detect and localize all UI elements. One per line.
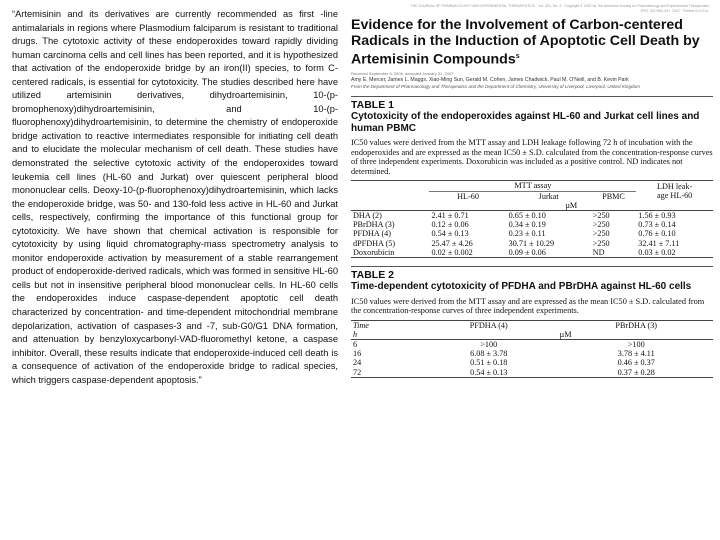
table-1-cell-jurkat: 0.23 ± 0.11 bbox=[508, 229, 546, 239]
table-row bbox=[351, 220, 713, 229]
table-1-cell-ldh: 32.41 ± 7.11 bbox=[638, 238, 680, 248]
table-1-cell-jurkat: 0.65 ± 0.10 bbox=[508, 210, 546, 220]
table-1-cell-pbmc: >250 bbox=[592, 210, 610, 220]
table-2-label: TABLE 2 bbox=[351, 268, 394, 281]
table-2-cell-pbrdha: 0.37 ± 0.28 bbox=[617, 367, 655, 377]
table-row bbox=[351, 229, 713, 238]
table-2-caption: IC50 values were derived from the MTT assay and are expressed as the mean IC50 ± S.D. calculated from the concentration-response curves of three independent experiments. bbox=[351, 296, 705, 316]
table-1-cell-jurkat: 30.71 ± 10.29 bbox=[508, 238, 555, 248]
table-1-cell-ldh: 0.73 ± 0.14 bbox=[638, 220, 676, 230]
table-1-cell-ldh: 0.76 ± 0.10 bbox=[638, 229, 676, 239]
table-1-cell-hl60: 0.12 ± 0.06 bbox=[431, 220, 469, 230]
table-1-cell-hl60: 0.54 ± 0.13 bbox=[431, 229, 469, 239]
table-row bbox=[351, 248, 713, 258]
table-row bbox=[351, 210, 713, 220]
table-2-cell-time: 24 bbox=[353, 358, 362, 368]
journal-line-2: JPET 321:509–517, 2007 · Printed in U.S.A. bbox=[640, 9, 709, 13]
author-list: Amy E. Mercer, James L. Maggs, Xiao-Ming Sun, Gerald M. Cohen, James Chadwick, Paul M. O'Neill, and B. Kevin Park bbox=[351, 76, 629, 83]
table-1-cell-ldh: 1.56 ± 0.93 bbox=[638, 210, 676, 220]
paper-title-text: Evidence for the Involvement of Carbon-centered Radicals in the Induction of Apoptotic Cell Death by Artemisinin Compounds bbox=[351, 17, 700, 68]
table-1-col-jurkat: Jurkat bbox=[538, 191, 559, 201]
table-1-cell-compound: dPFDHA (5) bbox=[353, 238, 396, 248]
table-row bbox=[351, 349, 713, 358]
table-2-title: Time-dependent cytotoxicity of PFDHA and PBrDHA against HL-60 cells bbox=[351, 280, 692, 292]
table-1-cell-compound: DHA (2) bbox=[353, 210, 382, 220]
table-1-cell-compound: PFDHA (4) bbox=[353, 229, 391, 239]
table-2-col-pbrdha: PBrDHA (3) bbox=[615, 320, 658, 330]
received-line: Received September 5, 2006; accepted January 31, 2007 bbox=[351, 70, 454, 76]
abstract-quote bbox=[12, 8, 338, 387]
table-2-col-time: Time bbox=[353, 320, 369, 330]
paper-excerpt bbox=[351, 4, 713, 532]
table-1-cell-pbmc: ND bbox=[592, 247, 605, 257]
table-1-col-hl60: HL-60 bbox=[457, 191, 479, 201]
table-1-title: Cytotoxicity of the endoperoxides against HL-60 and Jurkat cell lines and human PBMC bbox=[351, 111, 700, 134]
table-1-group-ldh-2: age HL-60 bbox=[657, 191, 693, 201]
paper-title bbox=[351, 18, 713, 69]
table-1-cell-ldh: 0.03 ± 0.02 bbox=[638, 247, 676, 257]
table-row bbox=[351, 239, 713, 248]
table-2-cell-pfdha: 0.51 ± 0.18 bbox=[470, 358, 508, 368]
table-2-cell-pbrdha: >100 bbox=[627, 339, 645, 349]
table-row bbox=[351, 368, 713, 378]
table-1-group-mtt: MTT assay bbox=[429, 181, 636, 191]
table-1-cell-pbmc: >250 bbox=[592, 238, 610, 248]
table-1-col-pbmc: PBMC bbox=[602, 191, 625, 201]
table-1-cell-compound: PBrDHA (3) bbox=[353, 220, 395, 230]
table-1-cell-hl60: 0.02 ± 0.002 bbox=[431, 247, 473, 257]
table-1-unit: µM bbox=[565, 200, 578, 210]
table-2 bbox=[351, 320, 713, 378]
table-1-group-ldh-1: LDH leak- bbox=[657, 181, 693, 191]
table-2-cell-pfdha: >100 bbox=[480, 339, 498, 349]
table-1 bbox=[351, 180, 713, 258]
table-2-cell-pbrdha: 0.46 ± 0.37 bbox=[617, 358, 655, 368]
table-1-label: TABLE 1 bbox=[351, 99, 394, 112]
table-1-cell-jurkat: 0.34 ± 0.19 bbox=[508, 220, 546, 230]
table-row bbox=[351, 358, 713, 367]
table-1-cell-pbmc: >250 bbox=[592, 229, 610, 239]
table-2-col-pfdha: PFDHA (4) bbox=[469, 320, 508, 330]
table-1-cell-hl60: 25.47 ± 4.26 bbox=[431, 238, 473, 248]
table-2-cell-pfdha: 6.08 ± 3.78 bbox=[470, 349, 508, 359]
table-2-unit-conc: µM bbox=[559, 329, 572, 339]
table-2-cell-time: 72 bbox=[353, 367, 362, 377]
table-1-header bbox=[351, 96, 713, 134]
table-2-header bbox=[351, 266, 713, 293]
table-1-cell-hl60: 2.41 ± 0.71 bbox=[431, 210, 469, 220]
table-1-cell-pbmc: >250 bbox=[592, 220, 610, 230]
affiliation: From the Department of Pharmacology and Therapeutics and the Department of Chemistry, University of Liverpool, Liverpool, United Kingdom bbox=[351, 83, 640, 89]
table-1-cell-compound: Doxorubicin bbox=[353, 247, 395, 257]
table-row bbox=[351, 339, 713, 349]
table-2-cell-pfdha: 0.54 ± 0.13 bbox=[470, 367, 508, 377]
table-2-cell-pbrdha: 3.78 ± 4.11 bbox=[617, 349, 655, 359]
journal-line-1: THE JOURNAL OF PHARMACOLOGY AND EXPERIMENTAL THERAPEUTICS · Vol. 321, No. 2 · Copyright © 2007 by The American Society for Pharmacology and Experimental Therapeutics bbox=[410, 4, 709, 8]
table-1-cell-jurkat: 0.09 ± 0.06 bbox=[508, 247, 546, 257]
title-superscript: s bbox=[515, 53, 520, 61]
abstract-paragraph: “Artemisinin and its derivatives are currently recommended as first -line antimalarials in regions where Plasmodium falciparum is resistant to traditional drugs. The cytotoxic activity of these endoperoxides toward rapidly dividing human carcinoma cells and cell lines has been reported, and it is hypothesized that activation of the endoperoxide bridge by an iron(II) species, to form C-centered radicals, is essential for cytotoxicity. The studies described here have utilized artemisinin derivatives, dihydroartemisinin, 10-(p-bromophenoxy)dihydroartemisinin, and 10-(p-fluorophenoxy)dihydroartemisinin, to determine the chemistry of endoperoxide bridge activation to reactive intermediates responsible for initiating cell death and to elucidate the molecular mechanism of cell death. These studies have demonstrated the selective cytotoxic activity of the endoperoxides toward leukemia cell lines (HL-60 and Jurkat) over quiescent peripheral blood mononuclear cells. Deoxy-10-(p-fluorophenoxy)dihydroartemisinin, which lacks the endoperoxide bridge, was 50- and 130-fold less active in HL-60 and Jurkat cells, respectively, confirming the importance of this functional group for cytotoxicity. We have shown that chemical activation is responsible for cytotoxicity by using liquid chromatography-mass spectrometry analysis to monitor endoperoxide activation by measurement of a stable rearrangement product of endoperoxide-derived radicals, which was formed in sensitive HL-60 cells but not in insensitive peripheral blood mononuclear cells. In HL-60 cells the endoperoxides induce caspase-dependent apoptotic cell death characterized by concentration- and time-dependent mitochondrial membrane depolarization, activation of caspases-3 and -7, sub-G0/G1 DNA formation, and attenuation by benzyloxycarbonyl-VAD-fluoromethyl ketone, a caspase inhibitor. Overall, these results indicate that endoperoxide-induced cell death is a consequence of activation of the endoperoxide bridge to radical species, which triggers caspase-dependent apoptosis.” bbox=[12, 9, 338, 385]
table-2-cell-time: 6 bbox=[353, 339, 358, 349]
table-2-unit-time: h bbox=[353, 329, 358, 339]
table-1-caption: IC50 values were derived from the MTT assay and LDH leakage following 72 h of incubation with the endoperoxides and are expressed as the mean IC50 ± S.D. calculated from the concentration-response curves of three independent experiments. Doxorubicin was included as a positive control. ND indicates not determined. bbox=[351, 138, 713, 176]
table-2-cell-time: 16 bbox=[353, 349, 362, 359]
